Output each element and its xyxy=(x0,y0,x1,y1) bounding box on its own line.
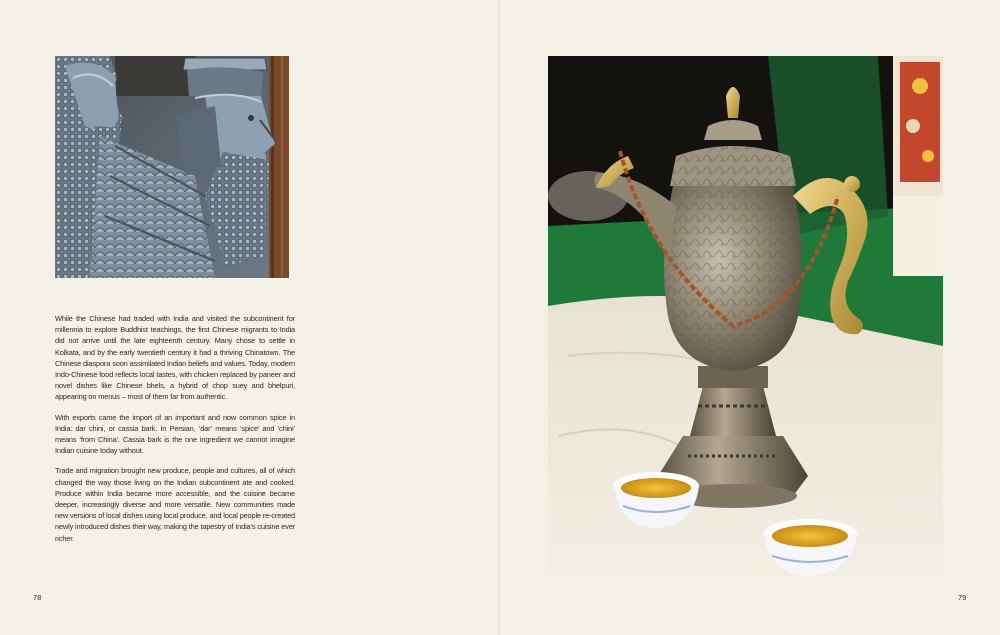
paragraph-2: With exports came the import of an important and now common spice in India: dar chini, or cassia bark. In Persian, ‘dar’ means ‘spice’ and ‘chini’ means ‘from China’. Cassia bark is the one ingredient we cannot imagine Indian cuisine today without. xyxy=(55,412,295,456)
body-text xyxy=(55,313,295,553)
samovar-photo xyxy=(548,56,943,578)
page-number-right: 79 xyxy=(958,593,967,602)
carved-relief-photo xyxy=(55,56,289,278)
paragraph-1: While the Chinese had traded with India and visited the subcontinent for millennia to explore Buddhist teachings, the first Chinese migrants to India did not arrive until the late eighteenth century. Many chose to settle in Kolkata, and by the early twentieth century it had a thriving Chinatown. The Chinese diaspora soon assimilated Indian beliefs and values. Today, modern Indo-Chinese food reflects local tastes, with chicken replaced by paneer and novel dishes like Chinese bhels, a hybrid of chop suey and bhelpuri, appearing on menus – most of them far from authentic. xyxy=(55,314,295,402)
paragraph-3: Trade and migration brought new produce, people and cultures, all of which changed the way those living on the Indian subcontinent ate and cooked. Produce within India became more accessible, and the cuisine became deeper, increasingly diverse and more versatile. New communities made new versions of local dishes using local produce, and local people re-created newly introduced dishes their way, making the tapestry of India’s cuisine ever richer. xyxy=(55,466,295,543)
page-number-left: 78 xyxy=(33,593,42,602)
